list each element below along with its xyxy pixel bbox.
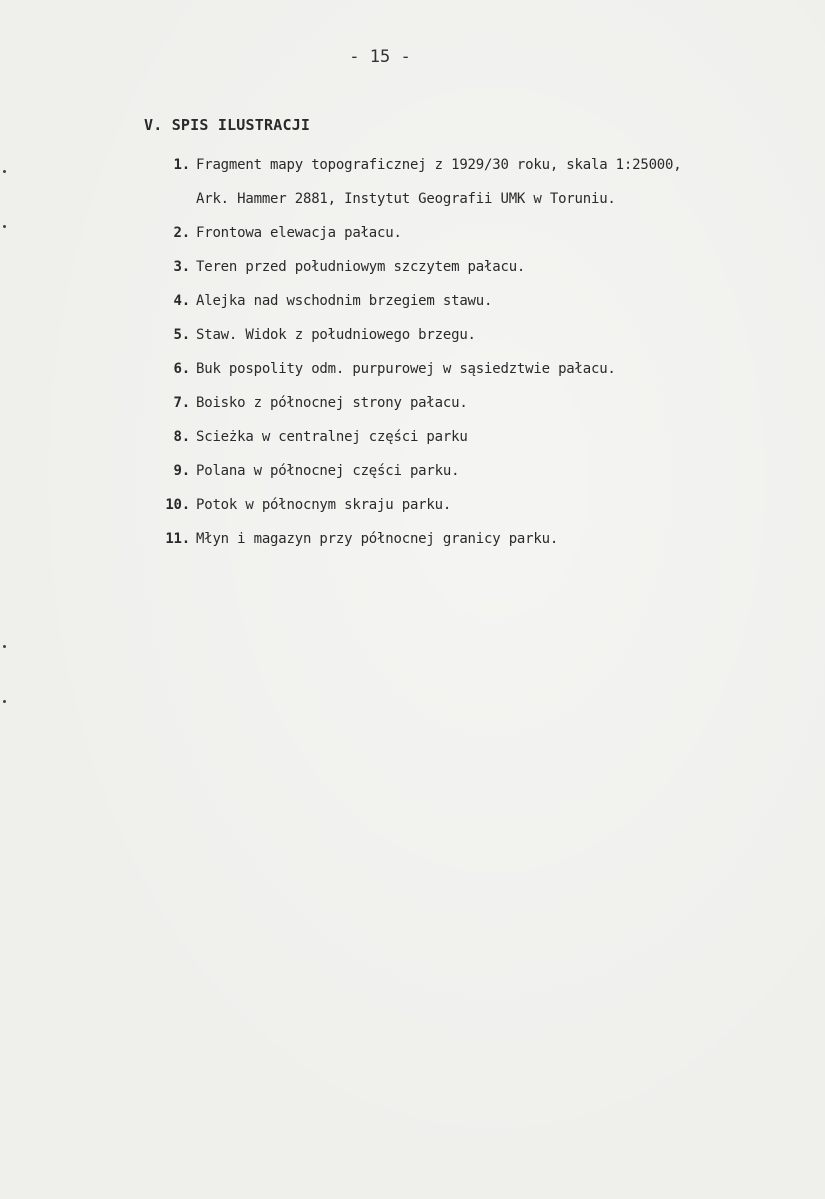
item-text-line: Fragment mapy topograficznej z 1929/30 roku, skala 1:25000, <box>196 157 682 173</box>
list-item <box>150 216 815 250</box>
list-item <box>150 522 815 556</box>
list-item <box>150 284 815 318</box>
item-text: Staw. Widok z południowego brzegu. <box>196 327 476 343</box>
item-text: Boisko z północnej strony pałacu. <box>196 395 468 411</box>
item-text: Alejka nad wschodnim brzegiem stawu. <box>196 293 493 309</box>
list-item <box>150 420 815 454</box>
item-number: 6. <box>173 361 190 377</box>
item-number: 11. <box>165 531 190 547</box>
item-number: 7. <box>173 395 190 411</box>
list-item <box>150 318 815 352</box>
item-text: Buk pospolity odm. purpurowej w sąsiedztwie pałacu. <box>196 361 616 377</box>
page-number: - 15 - <box>349 47 411 67</box>
list-item <box>150 488 815 522</box>
item-number: 1. <box>173 157 190 173</box>
item-number: 2. <box>173 225 190 241</box>
item-text: Teren przed południowym szczytem pałacu. <box>196 259 526 275</box>
list-item <box>150 148 815 216</box>
item-text <box>196 148 815 216</box>
item-number: 4. <box>173 293 190 309</box>
item-number: 9. <box>173 463 190 479</box>
item-number: 3. <box>173 259 190 275</box>
item-number: 10. <box>165 497 190 513</box>
list-item <box>150 352 815 386</box>
item-text: Scieżka w centralnej części parku <box>196 429 468 445</box>
item-text: Potok w północnym skraju parku. <box>196 497 452 513</box>
item-text: Młyn i magazyn przy północnej granicy parku. <box>196 531 559 547</box>
item-text: Polana w północnej części parku. <box>196 463 460 479</box>
margin-mark <box>3 170 6 173</box>
list-item <box>150 386 815 420</box>
margin-mark <box>3 700 6 703</box>
list-item <box>150 250 815 284</box>
list-item <box>150 454 815 488</box>
item-number: 5. <box>173 327 190 343</box>
section-title: V. SPIS ILUSTRACJI <box>144 116 311 134</box>
item-text: Frontowa elewacja pałacu. <box>196 225 402 241</box>
margin-mark <box>3 645 6 648</box>
item-number: 8. <box>173 429 190 445</box>
margin-mark <box>3 225 6 228</box>
item-text-line: Ark. Hammer 2881, Instytut Geografii UMK w Toruniu. <box>196 191 616 207</box>
illustration-list <box>150 148 815 556</box>
